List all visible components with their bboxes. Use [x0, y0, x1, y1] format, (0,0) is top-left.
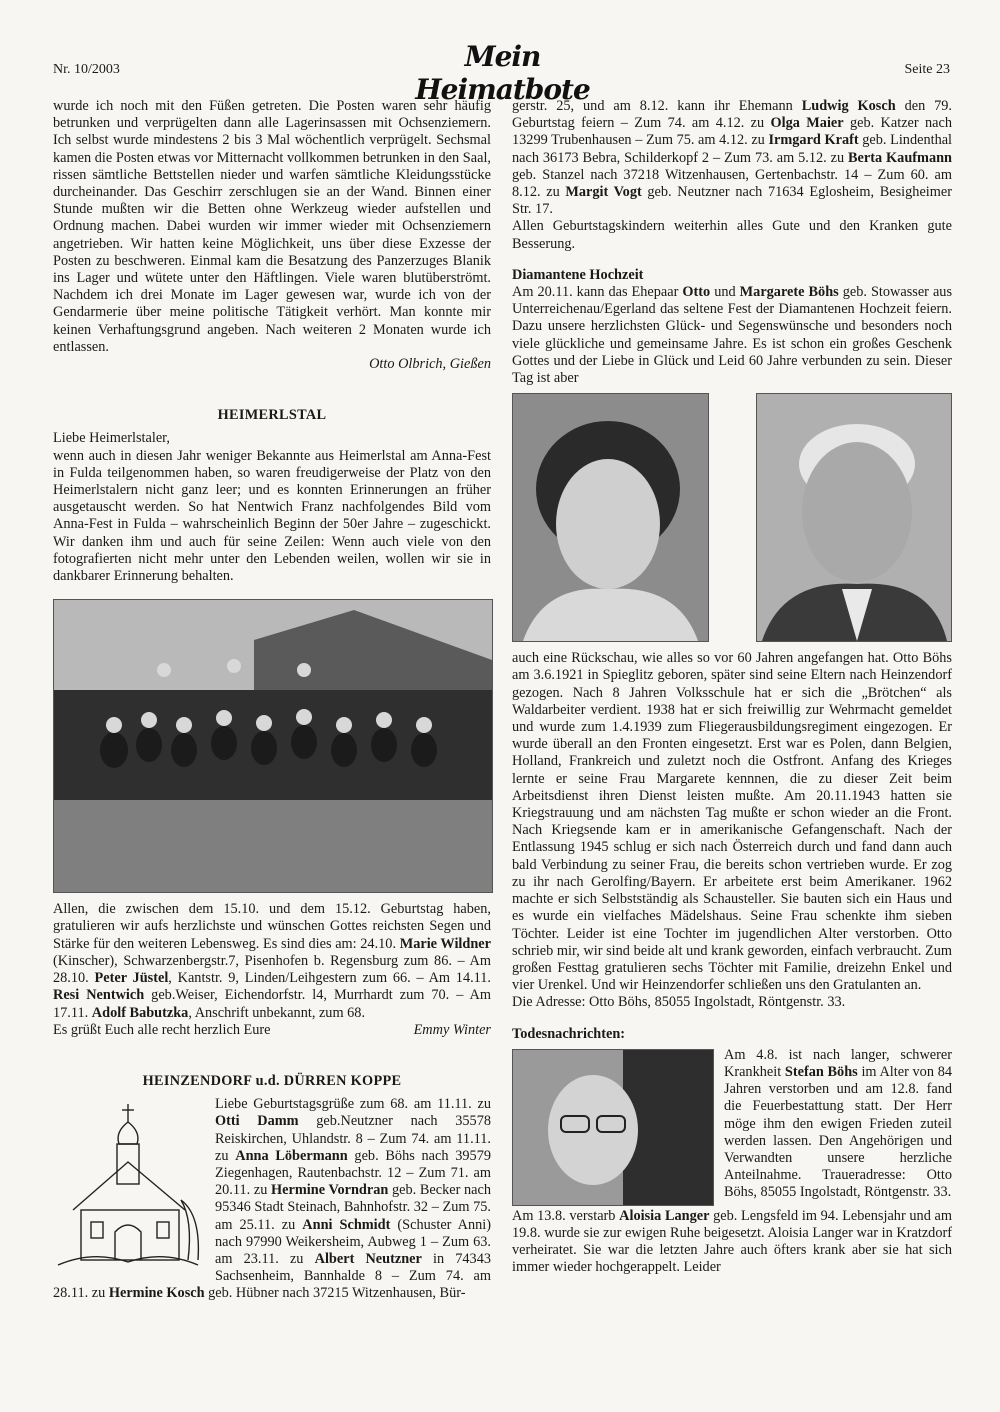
portrait-woman — [512, 393, 709, 642]
birthday-name: Otti Damm — [215, 1113, 299, 1130]
issue-number: Nr. 10/2003 — [53, 62, 120, 77]
birthday-name: Hermine Kosch — [108, 1285, 205, 1302]
heinzendorf-birthdays-cont: gerstr. 25, und am 8.12. kann ihr Ehemann Ludwig Kosch den 79. Geburtstag feiern – Zum 74. am 4.12. zu Olga Maier geb. Katzer nach 13299 Trubenhausen – Zum 75. am 4.12. zu Irmgard Kraft geb. Lindenthal nach 36173 Bebra, Schilderkopf 2 – Zum 73. am 5.12. zu Berta Kaufmann geb. Stanzel nach 37218 Witzenhausen, Gertenbachstr. 14 – Zum 60. am 8.12. zu Margit Vogt geb. Neutzner nach 71634 Eglosheim, Besigheimer Str. 17. — [512, 98, 953, 218]
birthday-name: Berta Kaufmann — [848, 149, 953, 166]
diamond-wedding-continued: auch eine Rückschau, wie alles so vor 60 Jahren angefangen hat. Otto Böhs am 3.6.1921 in Spieglitz geboren, später sind seine Eltern nach Heinzendorf gezogen. Nach 8 Jahren Volksschule hat er sich die „Brötchen“ als Waldarbeiter verdient. 1938 hat er sich freiwillig zur Wehrmacht gemeldet und wurde zum 1.4.1939 zum Fliegerausbildungsregiment eingezogen. Er wurde überall an den Fronten eingesetzt. Erst war es Polen, dann Belgien, Holland, Frankreich und zuletzt noch die Ostfront. Anfang des Krieges lernte er seine Frau Margarete kennnen, die zu dieser Zeit beim Arbeitsdienst ihren Dienst leisten mußte. Am 20.11.1943 hatten sie Kriegstrauung und am nächsten Tag mußte er schon wieder an die Front. Nach Kriegsende kam er in amerikanische Gefangenschaft. Nach der Entlassung 1945 schlug er sich nach Österreich durch und fand dann auch bald Verbindung zu seiner Frau, die bereits schon vertrieben wurde. Er zog zu ihr nach Gerolfing/Bayern. Er arbeitete erst beim Amerikaner. 1962 machte er sich Selbstständig als Schausteller. Sie bauten sich ein Haus und es wurde ein vielfaches Mädelshaus. Seine Frau schenkte ihm sieben Töchter. Leider ist eine Tochter im jugendlichen Alter verstorben. Otto schrieb mir, wir sind beide alt und krank geworden, einfach verbraucht. Zum großen Festtag gratulieren sechs Töchter mit Familie, dreizehn Enkel und vier Urenkel. Und wir Heinzendorfer schließen uns den Gratulanten an. — [512, 650, 952, 994]
section-title-heimerlstal: HEIMERLSTAL — [217, 407, 327, 424]
heimerlstal-text: wenn auch in diesen Jahr weniger Bekannte aus Heimerlstal am Anna-Fest in Fulda teilgenommen haben, so waren freudigerweise der Platz von den Heimerlstalern nicht ganz leer; und es konnten Erinnerungen an früher ausgetauscht werden. So hat Nentwich Franz nachfolgendes Bild vom Anna-Fest in Fulda – wahrscheinlich Beginn der 50er Jahre – zugeschickt. Wir danken ihm und auch für seine Zeilen: Wenn auch viele von den fotografierten nicht mehr unter den Lebenden weilen, wollen wir sie in dankbarer Erinnerung behalten. — [53, 447, 491, 585]
heimerlstal-closing: Es grüßt Euch alle recht herzlich Eure — [53, 1021, 271, 1038]
birthday-name: Irmgard Kraft — [768, 132, 859, 149]
intro-text: wurde ich noch mit den Füßen getreten. Die Posten waren sehr häufig betrunken und verprügelten dann alle Lagerinsassen mit Ochsenziemern. Ich selbst wurde mindestens 2 bis 3 Mal wöchentlich verprügelt. Sechsmal kamen die Posten etwas vor Mitternacht vollkommen betrunken in den Saal, rissen sämtliche Bettstellen nieder und warfen sämtliche Kleidungsstücke durcheinander. Das Geschirr zerschlugen sie an der Wand. Binnen einer Stunde mußten wir die Betten ohne Werkzeug wieder aufstellen und Ordnung machen. Dabei wurden wir immer wieder mit Ochsenziemern angetrieben. Wir hatten keine Möglichkeit, uns über diese Exzesse der Posten zu beschweren. Einmal kam die Besatzung des Panzerzuges Blanik ins Lager und wütete unter den Häftlingen. Viele waren blutüberströmt. Nachdem ich drei Monate im Lager gewesen war, wurde ich von der Gendarmerie über meine politische Tätigkeit verhört. Man konnte mir keinen Verhaftungsgrund angeben. Nach weiteren 2 Monaten wurde ich entlassen. — [53, 98, 491, 355]
obituary-photo — [512, 1049, 714, 1206]
birthday-name: Margit Vogt — [565, 184, 642, 201]
birthday-name: Albert Neutzner — [314, 1250, 422, 1267]
birthday-name: Marie Wildner — [399, 935, 491, 952]
diamond-wedding-address: Die Adresse: Otto Böhs, 85055 Ingolstadt, Röntgenstr. 33. — [512, 994, 846, 1011]
section-title-diamond-wedding: Diamantene Hochzeit — [512, 266, 644, 283]
birthday-wish: Allen Geburtstagskindern weiterhin alles Gute und den Kranken gute Besserung. — [512, 218, 952, 252]
obituary-stefan: Am 4.8. ist nach langer, schwerer Krankheit Stefan Böhs im Alter von 84 Jahren verstorben und am 12.8. fand die Feuerbestattung statt. Der Herr möge ihm den ewigen Frieden zuteil werden lassen. Den Angehörigen und Verwandten unsere herzliche Anteilnahme. Traueradresse: Otto Böhs, 85055 Ingolstadt, Röntgenstr. 33. — [724, 1046, 952, 1201]
birthday-name: Peter Jüstel — [94, 970, 169, 987]
page-number: Seite 23 — [904, 62, 950, 77]
heinzendorf-birthdays: Liebe Geburtstagsgrüße zum 68. am 11.11. zu Otti Damm geb.Neutzner nach 35578 Reiskirchen, Uhlandstr. 8 – Zum 74. am 11.11. zu Anna Löbermann geb. Böhs nach 39579 Ziegenhagen, Rautenbachstr. 12 – Zum 71. am 20.11. zu Hermine Vorndran geb. Becker nach 95346 Stadt Steinach, Bahnhofstr. 32 – Zum 75. am 25.11. zu Anni Schmidt (Schuster Anni) nach 97990 Weikersheim, Aubweg 1 – Zum 63. am 23.11. zu Albert Neutzner in 74343 Sachsenheim, Bannhalde 8 – Zum 74. am 28.11. zu Hermine Kosch geb. Hübner nach 37215 Witzenhausen, Bür- — [53, 1096, 492, 1302]
birthday-name: Anna Löbermann — [235, 1147, 348, 1164]
birthday-name: Olga Maier — [770, 115, 844, 132]
group-photo — [53, 599, 493, 893]
church-drawing — [53, 1100, 203, 1270]
birthday-name: Ludwig Kosch — [801, 98, 896, 114]
heimerlstal-signature: Emmy Winter — [413, 1021, 491, 1038]
masthead-logo: Mein Heimatbote — [415, 40, 590, 106]
left-column — [53, 98, 491, 1303]
birthday-name: Hermine Vorndran — [271, 1182, 389, 1199]
birthday-name: Adolf Babutzka — [91, 1004, 189, 1021]
heimerlstal-greeting: Liebe Heimerlstaler, — [53, 430, 170, 447]
birthday-name: Resi Nentwich — [53, 987, 145, 1004]
right-column — [512, 98, 952, 1277]
diamond-wedding-text: Am 20.11. kann das Ehepaar Otto und Margarete Böhs geb. Stowasser aus Unterreichenau/Egerland das seltene Fest der Diamantenen Hochzeit feiern. Dazu unsere herzlichsten Glück- und Segenswünsche und besonders noch viele glückliche und gemeinsame Jahre. Es ist schon ein großes Geschenk Gottes und der Liebe in Glück und Leid 60 Jahre verbunden zu sein. Dieser Tag ist aber — [512, 284, 953, 387]
portrait-pair — [512, 393, 952, 642]
intro-signature: Otto Olbrich, Gießen — [369, 356, 491, 373]
birthday-name: Anni Schmidt — [302, 1216, 391, 1233]
portrait-man — [756, 393, 952, 642]
obituary-aloisia: Am 13.8. verstarb Aloisia Langer geb. Lengsfeld im 94. Lebensjahr und am 19.8. wurde sie zur ewigen Ruhe beigesetzt. Aloisia Langer war in Kratzdorf verheiratet. Sie war die letzten Jahre auch öfters krank aber sie hat sich immer wieder hochgerappelt. Leider — [512, 1207, 952, 1276]
heimerlstal-birthdays: Allen, die zwischen dem 15.10. und dem 15.12. Geburtstag haben, gratulieren wir aufs herzlichste und wünschen Gottes reichsten Segen und Stärke für den weiteren Lebensweg. Es sind dies am: 24.10. Marie Wildner (Kinscher), Schwarzenbergstr.7, Pisenhofen b. Regensburg zum 86. – Am 28.10. Peter Jüstel, Kantstr. 9, Linden/Leihgestern zum 66. – Am 14.11. Resi Nentwich geb.Weiser, Eichendorfstr. l4, Murrhardt zum 70. – Am 17.11. Adolf Babutzka, Anschrift unbekannt, zum 68. — [53, 901, 492, 1021]
section-title-heinzendorf: HEINZENDORF u.d. DÜRREN KOPPE — [142, 1072, 402, 1089]
section-title-obituaries: Todesnachrichten: — [512, 1025, 626, 1042]
